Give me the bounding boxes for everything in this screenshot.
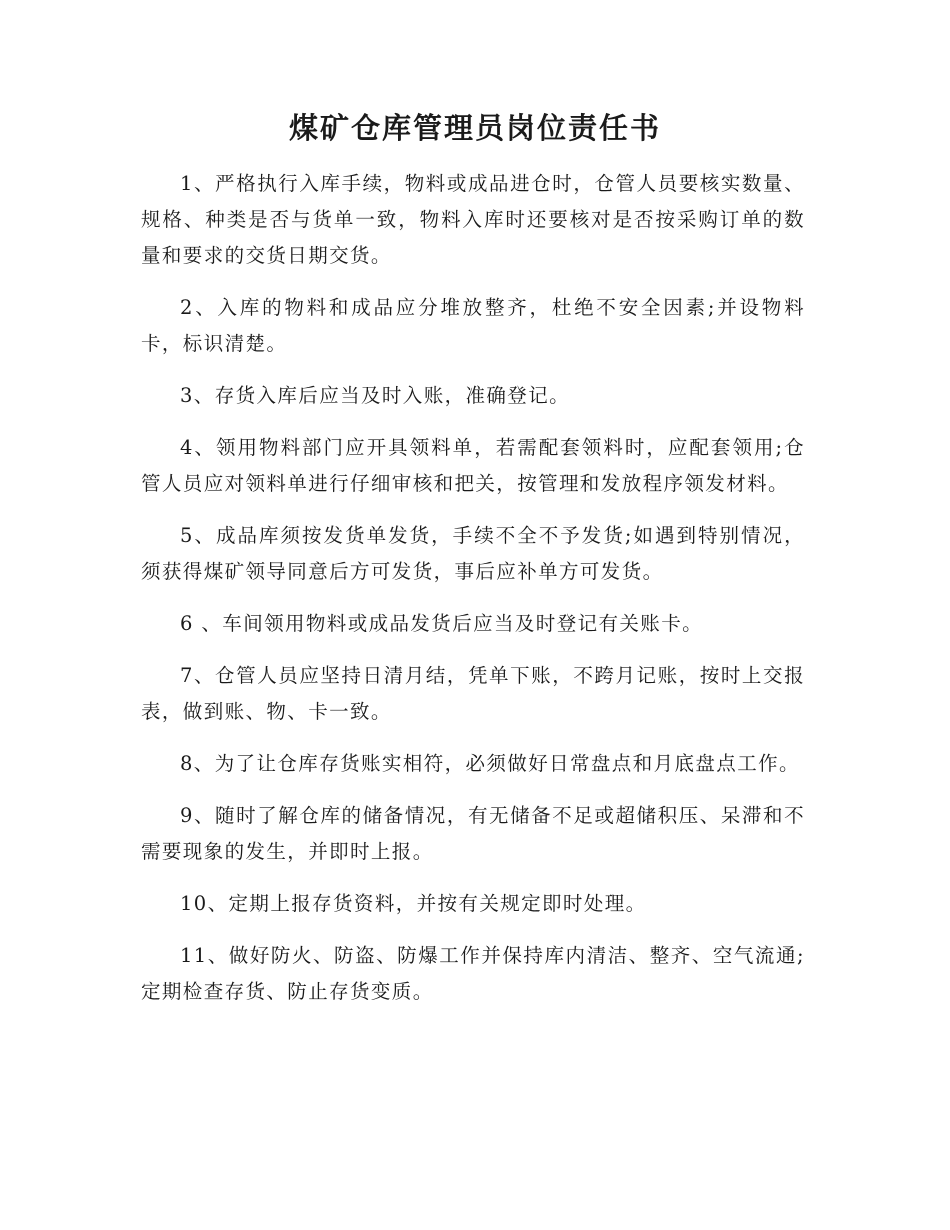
paragraph-9: 9、随时了解仓库的储备情况，有无储备不足或超储积压、呆滞和不需要现象的发生，并即时上报。 (141, 804, 805, 863)
document-title: 煤矿仓库管理员岗位责任书 (288, 111, 661, 145)
paragraph-11: 11、做好防火、防盗、防爆工作并保持库内清洁、整齐、空气流通;定期检查存货、防止存货变质。 (141, 944, 805, 1003)
paragraph-10: 10、定期上报存货资料，并按有关规定即时处理。 (180, 892, 647, 915)
paragraph-5: 5、成品库须按发货单发货，手续不全不予发货;如遇到特别情况，须获得煤矿领导同意后方可发货，事后应补单方可发货。 (141, 524, 805, 583)
paragraph-7: 7、仓管人员应坚持日清月结，凭单下账，不跨月记账，按时上交报表，做到账、物、卡一致。 (141, 664, 805, 723)
paragraph-4: 4、领用物料部门应开具领料单，若需配套领料时，应配套领用;仓管人员应对领料单进行仔细审核和把关，按管理和发放程序领发材料。 (141, 436, 805, 495)
paragraph-3: 3、存货入库后应当及时入账，准确登记。 (180, 384, 571, 407)
paragraph-8: 8、为了让仓库存货账实相符，必须做好日常盘点和月底盘点工作。 (180, 752, 800, 775)
paragraph-6: 6 、车间领用物料或成品发货后应当及时登记有关账卡。 (180, 612, 704, 635)
paragraph-1: 1、严格执行入库手续，物料或成品进仓时，仓管人员要核实数量、规格、种类是否与货单一致，物料入库时还要核对是否按采购订单的数量和要求的交货日期交货。 (141, 172, 805, 267)
paragraph-2: 2、入库的物料和成品应分堆放整齐，杜绝不安全因素;并设物料卡，标识清楚。 (141, 296, 805, 355)
document-body (141, 166, 805, 1026)
